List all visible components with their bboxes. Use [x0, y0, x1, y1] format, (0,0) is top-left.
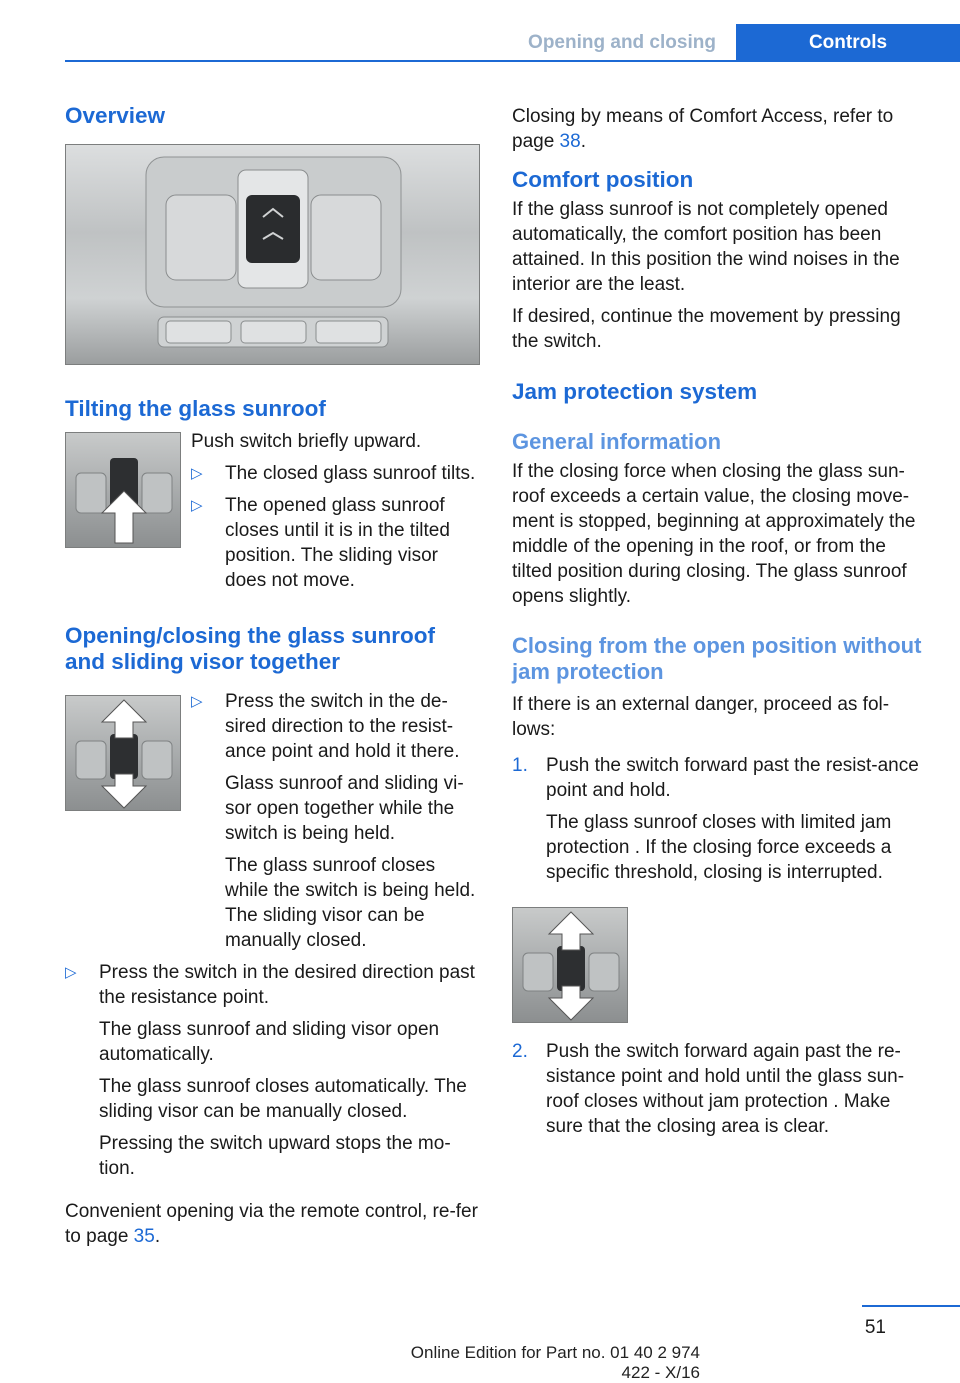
- comfort-paragraph-2: If desired, continue the movement by pressing the switch.: [512, 306, 901, 352]
- footer-edition-text: Online Edition for Part no. 01 40 2 974 422 - X/16: [410, 1343, 700, 1382]
- list-item: ▷ The closed glass sunroof tilts.: [191, 463, 476, 484]
- page-link-38[interactable]: 38: [559, 131, 581, 152]
- closing-switch-image: [512, 907, 628, 1023]
- closing-intro-text: If there is an external danger, proceed as fol-lows:: [512, 694, 890, 740]
- overview-console-image: [65, 144, 480, 365]
- comfort-access-text: Closing by means of Comfort Access, refer to page 38.: [512, 106, 894, 152]
- closing-steps: [512, 753, 925, 885]
- page-number: 51: [864, 1317, 886, 1338]
- comfort-paragraph-1: If the glass sunroof is not completely opened automatically, the comfort position has been attained. In this position the wind noises in the interior are the least.: [512, 199, 900, 295]
- triangle-bullet-icon: ▷: [191, 497, 203, 514]
- jam-protection-heading: Jam protection system: [512, 379, 758, 404]
- remote-opening-text: Convenient opening via the remote control, re-fer to page 35.: [65, 1201, 478, 1247]
- general-information-text: If the closing force when closing the glass sun-roof exceeds a certain value, the closing move-ment is stopped, beginning at approximately the middle of the opening in the roof, or from the tilted position during closing. The glass sunroof opens slightly.: [512, 461, 916, 607]
- overview-heading: Overview: [65, 103, 166, 128]
- list-item: 1. Push the switch forward past the resist-ance point and hold. The glass sunroof closes with limited jam protection . If the closing force exceeds a specific threshold, closing is interrupted.: [512, 755, 919, 883]
- closing-open-heading: Closing from the open position without jam protection: [512, 633, 922, 684]
- header-section-title: Opening and closing: [528, 32, 716, 53]
- tilt-list: [191, 461, 480, 593]
- header-rule: [65, 60, 960, 62]
- closing-steps-continued: [512, 1039, 925, 1139]
- switch-double-arrow-icon: [66, 696, 182, 812]
- triangle-bullet-icon: ▷: [191, 693, 203, 710]
- switch-double-arrow-icon: [513, 908, 629, 1024]
- footer-rule: [862, 1305, 960, 1307]
- step-number: 1.: [512, 755, 528, 776]
- list-item: 2. Push the switch forward again past the re-sistance point and hold until the glass sun-roof closes without jam protection . Make sure that the closing area is clear.: [512, 1041, 905, 1137]
- switch-up-arrow-icon: [66, 433, 182, 549]
- together-heading: Opening/closing the glass sunroof and sliding visor together: [65, 623, 436, 674]
- comfort-position-heading: Comfort position: [512, 167, 694, 192]
- general-information-heading: General information: [512, 429, 722, 454]
- left-column: [65, 100, 480, 1249]
- tilt-intro-text: Push switch briefly upward.: [191, 431, 422, 452]
- right-column: [512, 100, 925, 1139]
- triangle-bullet-icon: ▷: [65, 964, 77, 981]
- together-list-wide: [65, 960, 480, 1181]
- tilting-heading: Tilting the glass sunroof: [65, 396, 326, 421]
- overhead-console-illustration: [66, 145, 481, 366]
- page-link-35[interactable]: 35: [133, 1226, 155, 1247]
- list-item: ▷ Press the switch in the desired direction past the resistance point. The glass sunroof and sliding visor open automatically. The glass sunroof closes automatically. The sliding visor can be manually closed. Pressing the switch upward stops the mo-tion.: [65, 962, 475, 1179]
- triangle-bullet-icon: ▷: [191, 465, 203, 482]
- together-list-narrow: [191, 689, 480, 953]
- tilt-switch-image: [65, 432, 181, 548]
- header-tab-controls: Controls: [736, 24, 960, 61]
- list-item: ▷ The opened glass sunroof closes until it is in the tilted position. The sliding visor does not move.: [191, 495, 450, 591]
- together-switch-image: [65, 695, 181, 811]
- list-item: ▷ Press the switch in the de-sired direction to the resist-ance point and hold it there. Glass sunroof and sliding vi-sor open together while the switch is being held. The glass sunroof closes while the switch is being held. The sliding visor can be manually closed.: [191, 691, 476, 951]
- step-number: 2.: [512, 1041, 528, 1062]
